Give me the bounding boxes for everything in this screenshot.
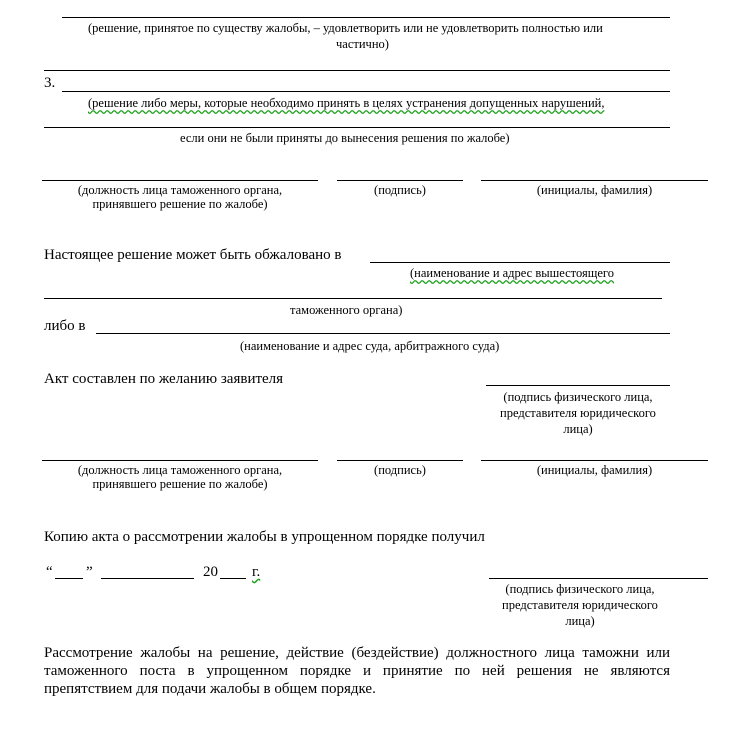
court-caption: (наименование и адрес суда, арбитражного суда) <box>240 339 500 353</box>
final-paragraph: Рассмотрение жалобы на решение, действие (бездействие) должностного лица таможни или таможенного поста в упрощенном порядке и принятие по ней решения не являются препятствием для подачи жалобы в общем порядке. <box>44 645 670 697</box>
decision-caption-line-2: частично) <box>336 37 389 51</box>
date-year-line <box>220 578 246 579</box>
act-text: Акт составлен по желанию заявителя <box>44 371 284 387</box>
copy-signer-caption <box>468 581 692 629</box>
position-caption-2-line-2: принявшего решение по жалобе) <box>92 477 268 491</box>
court-prefix: либо в <box>44 318 86 334</box>
measures-line <box>62 91 670 92</box>
copy-signer-line <box>489 578 708 579</box>
appeal-caption-2: таможенного органа) <box>290 303 403 317</box>
position-line <box>42 180 318 181</box>
court-line <box>96 333 670 334</box>
appeal-caption-1: (наименование и адрес вышестоящего <box>410 266 614 280</box>
measures-line-2 <box>44 127 670 128</box>
copy-signer-caption-line-1: (подпись физического лица, <box>505 582 655 596</box>
name-line <box>481 180 708 181</box>
date-close-quote: ” <box>86 564 93 580</box>
copy-signer-caption-line-2: представителя юридического <box>502 598 658 612</box>
position-caption-line-1: (должность лица таможенного органа, <box>77 183 283 197</box>
act-signer-caption <box>466 389 690 437</box>
year-prefix: 20 <box>203 564 218 580</box>
position-caption <box>42 183 318 211</box>
appeal-text: Настоящее решение может быть обжаловано в <box>44 247 342 263</box>
decision-line-2 <box>44 70 670 71</box>
year-suffix: г. <box>252 564 261 580</box>
copy-signer-caption-line-3: лица) <box>565 614 595 628</box>
date-open-quote: “ <box>46 564 53 580</box>
measures-caption-1: (решение либо меры, которые необходимо принять в целях устранения допущенных нарушений, <box>88 96 605 110</box>
decision-line <box>62 17 670 18</box>
act-signer-caption-line-2: представителя юридического <box>500 406 656 420</box>
appeal-line-2 <box>44 298 662 299</box>
signature-caption-2: (подпись) <box>374 463 426 477</box>
position-line-2 <box>42 460 318 461</box>
name-line-2 <box>481 460 708 461</box>
signature-line <box>337 180 463 181</box>
act-signer-caption-line-3: лица) <box>563 422 593 436</box>
section-number: 3. <box>44 75 56 91</box>
name-caption-2: (инициалы, фамилия) <box>536 463 653 477</box>
act-signer-caption-line-1: (подпись физического лица, <box>503 390 653 404</box>
appeal-line <box>370 262 670 263</box>
position-caption-2 <box>42 463 318 491</box>
act-signer-line <box>486 385 670 386</box>
name-caption: (инициалы, фамилия) <box>536 183 653 197</box>
decision-caption-line-1: (решение, принятое по существу жалобы, – удовлетворить или не удовлетворить полностью или <box>88 21 603 35</box>
signature-line-2 <box>337 460 463 461</box>
date-month-line <box>101 578 194 579</box>
position-caption-2-line-1: (должность лица таможенного органа, <box>77 463 283 477</box>
measures-caption-2: если они не были приняты до вынесения решения по жалобе) <box>180 131 510 145</box>
position-caption-line-2: принявшего решение по жалобе) <box>92 197 268 211</box>
copy-received-text: Копию акта о рассмотрении жалобы в упрощенном порядке получил <box>44 529 485 545</box>
date-day-line <box>55 578 83 579</box>
signature-caption: (подпись) <box>374 183 426 197</box>
